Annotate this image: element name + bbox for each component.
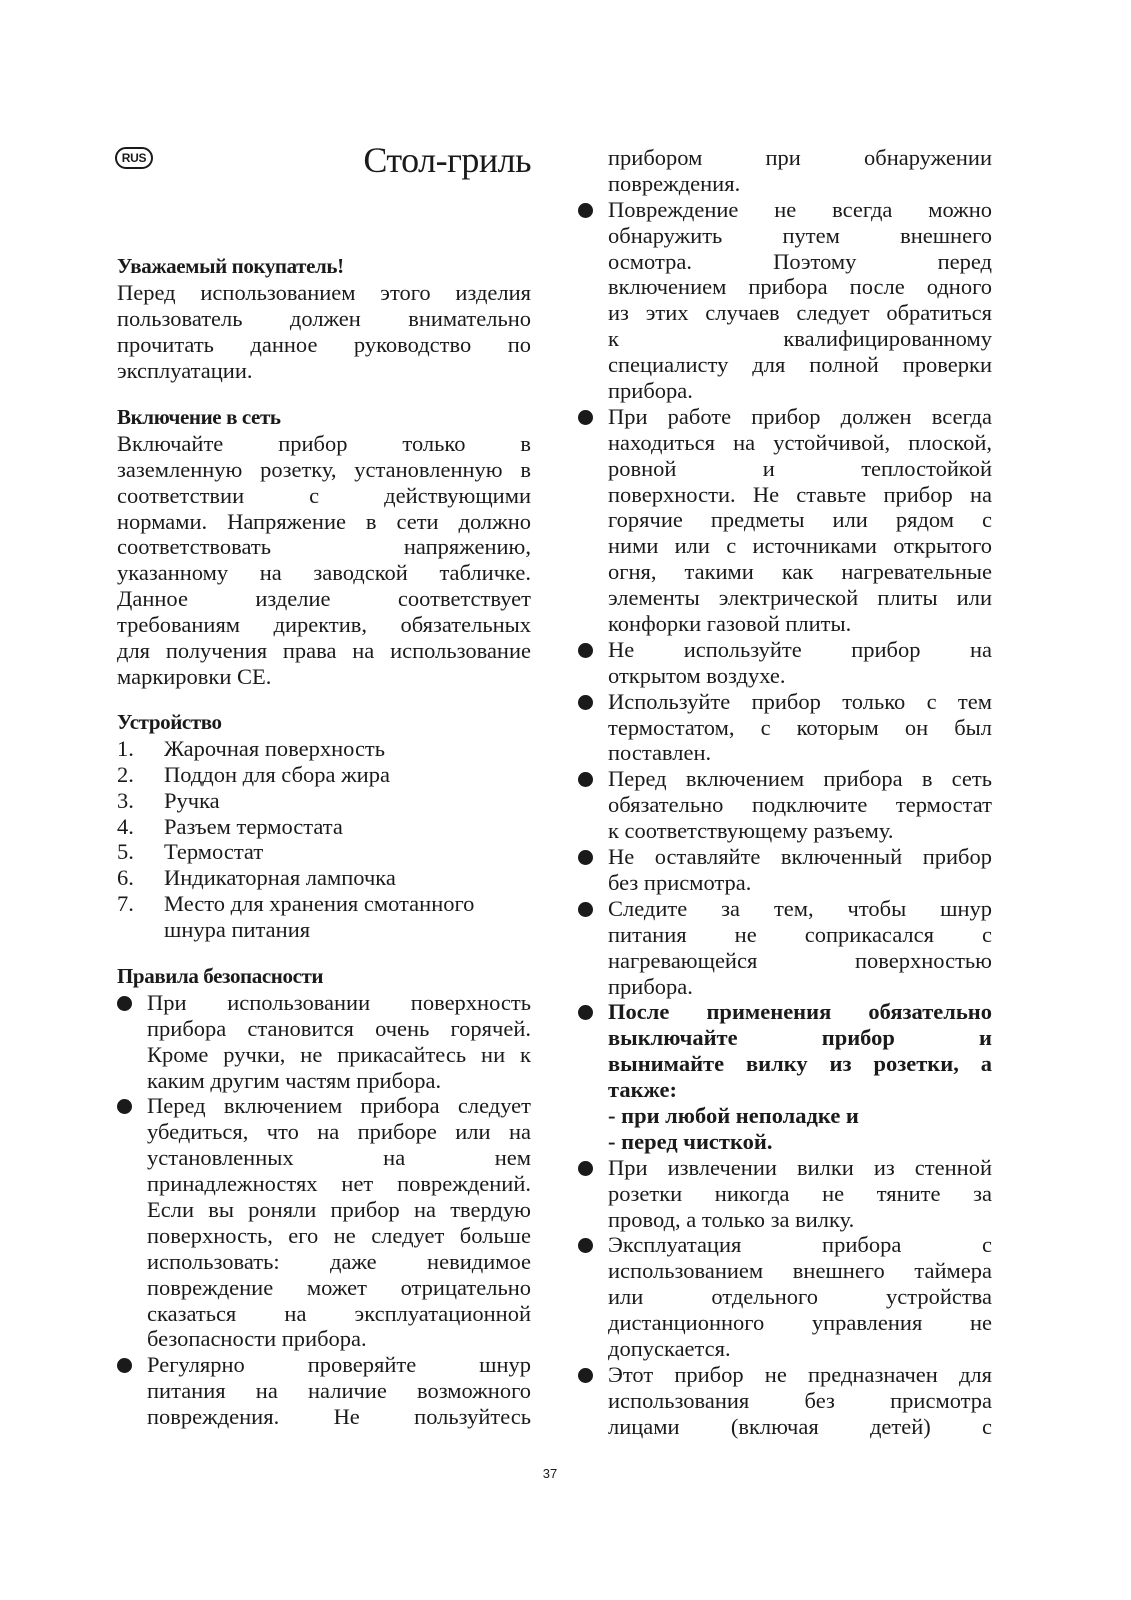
text-line: или отдельного устройства [608,1284,992,1310]
list-item [117,839,531,865]
list-number: 3. [117,787,134,813]
text-line: Перед использованием этого изделия [117,279,531,305]
language-badge-rus: RUS [115,147,153,169]
list-item-continuation: шнура питания [164,917,311,943]
list-text: Термостат [164,839,264,865]
text-line: принадлежностях нет повреждений. [147,1171,531,1197]
list-number: 4. [117,813,134,839]
bullet-item: При работе прибор должен всегда [578,404,992,430]
text-line: использования без присмотра [608,1387,992,1413]
page-number: 37 [542,1466,558,1481]
list-text: Ручка [164,787,220,813]
text-line: дистанционного управления не [608,1310,992,1336]
list-text: Поддон для сбора жира [164,761,390,787]
list-number: 1. [117,735,134,761]
text-line: к квалифицированному [608,326,992,352]
bullet-item: Повреждение не всегда можно [578,197,992,223]
text-line: открытом воздухе. [608,662,786,688]
bullet-item: Этот прибор не предназначен для [578,1362,992,1388]
text-line: прибора. [608,378,693,404]
text-line: допускается. [608,1335,731,1361]
section-greeting [117,254,531,383]
page-title: Стол-гриль [363,140,531,180]
text-line: конфорки газовой плиты. [608,611,852,637]
text-line: включением прибора после одного [608,274,992,300]
text-line: прибора становится очень горячей. [147,1015,531,1041]
dash-item: - перед чисткой. [608,1128,773,1154]
text-line: указанному на заводской табличке. [117,560,531,586]
text-line: поставлен. [608,740,712,766]
text-line: питания не соприкасался с [608,921,992,947]
text-line: повреждения. Не пользуйтесь [147,1404,531,1430]
text-line: к соответствующему разъему. [608,818,894,844]
text-line: соответствии с действующими [117,482,531,508]
text-line: специалисту для полной проверки [608,352,992,378]
text-line: без присмотра. [608,869,752,895]
text-line: из этих случаев следует обратиться [608,300,992,326]
text-line: горячие предметы или рядом с [608,507,992,533]
list-text: Индикаторная лампочка [164,865,396,891]
list-item [117,865,531,891]
text-line: Кроме ручки, не прикасайтесь ни к [147,1041,531,1067]
text-line: термостатом, с которым он был [608,714,992,740]
text-line: обязательно подключите термостат [608,792,992,818]
section-device [117,710,531,943]
bullet-item: Используйте прибор только с тем [578,689,992,715]
bullet-item-important: После применения обязательно [578,999,992,1025]
text-line: находиться на устойчивой, плоской, [608,429,992,455]
text-line: для получения права на использование [117,638,531,664]
text-line: пользователь должен внимательно [117,305,531,331]
text-line: эксплуатации. [117,357,253,383]
text-line: соответствовать напряжению, [117,534,531,560]
bullet-item: Эксплуатация прибора с [578,1232,992,1258]
list-text: Жарочная поверхность [164,735,386,761]
heading-safety: Правила безопасности [117,964,324,988]
text-line: каким другим частям прибора. [147,1067,442,1093]
list-item [117,814,531,840]
list-item [117,891,531,917]
text-line: розетки никогда не тяните за [608,1180,992,1206]
bullet-item: При использовании поверхность [117,990,531,1016]
safety-continued [578,145,992,1440]
text-line: сказаться на эксплуатационной [147,1300,531,1326]
text-line: использовать: даже невидимое [147,1248,531,1274]
text-line: огня, такими как нагревательные [608,559,992,585]
list-number: 2. [117,761,134,787]
section-safety [117,964,531,1430]
bullet-item: Следите за тем, чтобы шнур [578,896,992,922]
bullet-item: Не используйте прибор на [578,637,992,663]
text-line: использованием внешнего таймера [608,1258,992,1284]
text-line: лицами (включая детей) с [608,1413,992,1439]
text-line: Данное изделие соответствует [117,586,531,612]
text-line: обнаружить путем внешнего [608,222,992,248]
text-line: нагревающейся поверхностью [608,947,992,973]
text-line: прочитать данное руководство по [117,331,531,357]
heading-device: Устройство [117,710,222,734]
text-line: повреждения. [608,170,741,196]
bullet-item: Не оставляйте включенный прибор [578,844,992,870]
text-line: установленных на нем [147,1145,531,1171]
text-line: безопасности прибора. [147,1326,367,1352]
text-line: поверхности. Не ставьте прибор на [608,481,992,507]
text-line: Включайте прибор только в [117,430,531,456]
text-line: выключайте прибор и [608,1025,992,1051]
bullet-item: При извлечении вилки из стенной [578,1155,992,1181]
text-line: Если вы роняли прибор на твердую [147,1197,531,1223]
text-line: также: [608,1077,678,1103]
text-line: убедиться, что на приборе или на [147,1119,531,1145]
section-power [117,405,531,690]
text-line: провод, а только за вилку. [608,1206,855,1232]
list-item [117,762,531,788]
bullet-item: Перед включением прибора следует [117,1093,531,1119]
text-line: вынимайте вилку из розетки, а [608,1051,992,1077]
text-line: нормами. Напряжение в сети должно [117,508,531,534]
text-line: питания на наличие возможного [147,1378,531,1404]
bullet-item: Регулярно проверяйте шнур [117,1352,531,1378]
heading-greeting: Уважаемый покупатель! [117,254,344,278]
text-line: ровной и теплостойкой [608,455,992,481]
dash-item: - при любой неполадке и [608,1102,859,1128]
list-number: 7. [117,891,134,917]
text-line: прибором при обнаружении [608,145,992,170]
text-line: поверхность, его не следует больше [147,1222,531,1248]
bullet-item: Перед включением прибора в сеть [578,766,992,792]
list-text: Разъем термостата [164,813,343,839]
list-number: 5. [117,839,134,865]
list-item [117,736,531,762]
text-line: требованиям директив, обязательных [117,612,531,638]
text-line: элементы электрической плиты или [608,585,992,611]
list-number: 6. [117,865,134,891]
text-line: маркировки CE. [117,663,272,689]
list-text: Место для хранения смотанного [164,891,475,917]
list-item [117,788,531,814]
text-line: повреждение может отрицательно [147,1274,531,1300]
text-line: заземленную розетку, установленную в [117,456,531,482]
heading-power: Включение в сеть [117,405,281,429]
text-line: прибора. [608,973,693,999]
text-line: ними или с источниками открытого [608,533,992,559]
text-line: осмотра. Поэтому перед [608,248,992,274]
